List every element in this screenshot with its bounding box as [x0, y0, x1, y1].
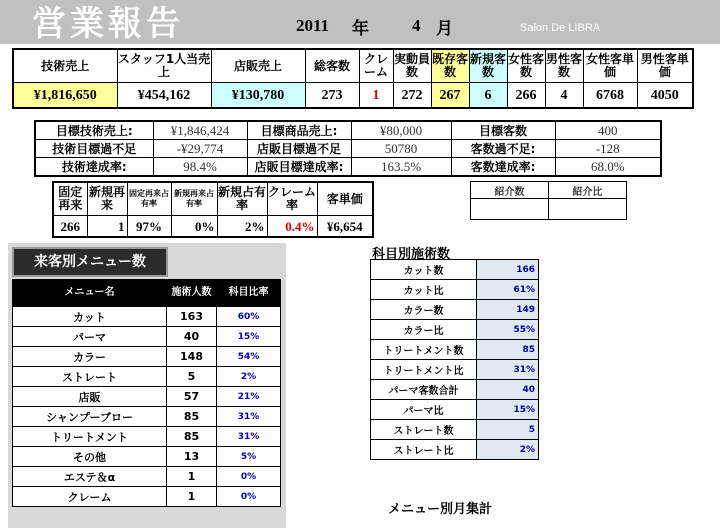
table-row: [13, 487, 281, 507]
menu-table: [12, 279, 281, 507]
kpi-retail-sales: ¥130,780: [211, 83, 305, 109]
table-row: [371, 280, 539, 300]
category-value: 31%: [477, 360, 539, 380]
menu-name: エステ＆α: [13, 467, 167, 487]
target-table: [34, 120, 662, 177]
kpi-header-cell: 店販売上: [211, 49, 305, 83]
table-row: [13, 347, 281, 367]
target-label: 客数達成率:: [451, 158, 555, 177]
salon-name: Salon De LIBRA: [520, 22, 601, 34]
table-row: [371, 440, 539, 460]
target-value: 400: [555, 121, 661, 140]
target-label: 技術目標過不足: [35, 140, 153, 158]
category-label: ストレート比: [371, 440, 477, 460]
menu-pct: 31%: [217, 427, 281, 447]
table-row: [371, 260, 539, 280]
kpi-header-cell: クレーム: [359, 49, 393, 83]
target-value: -¥29,774: [153, 140, 247, 158]
ratio-header-cell: 固定再来: [53, 182, 87, 216]
report-title: 営業報告: [32, 4, 184, 44]
target-value: ¥1,846,424: [153, 121, 247, 140]
kpi-header-cell: 男性客単価: [637, 49, 693, 83]
table-row: [13, 387, 281, 407]
kpi-header-cell: 既存客数: [431, 49, 469, 83]
table-row: [371, 340, 539, 360]
ratio-header-cell: 新規再来占有率: [171, 182, 217, 216]
menu-count: 148: [167, 347, 217, 367]
category-label: トリートメント比: [371, 360, 477, 380]
menu-name: ストレート: [13, 367, 167, 387]
menu-count: 163: [167, 307, 217, 327]
menu-pct: 5%: [217, 447, 281, 467]
menu-count: 1: [167, 467, 217, 487]
menu-pct: 31%: [217, 407, 281, 427]
target-value: ¥80,000: [351, 121, 451, 140]
kpi-female-customers: 266: [507, 83, 545, 109]
table-row: [371, 300, 539, 320]
target-label: 店販目標過不足: [247, 140, 351, 158]
target-label: 目標商品売上:: [247, 121, 351, 140]
kpi-header-cell: 技術売上: [13, 49, 117, 83]
kpi-new-customers: 6: [469, 83, 507, 109]
menu-pct: 21%: [217, 387, 281, 407]
menu-pct: 60%: [217, 307, 281, 327]
menu-count: 5: [167, 367, 217, 387]
kpi-complaints: 1: [359, 83, 393, 109]
target-label: 客数過不足:: [451, 140, 555, 158]
menu-name: カラー: [13, 347, 167, 367]
kpi-header-cell: 新規客数: [469, 49, 507, 83]
category-title: 科目別施術数: [372, 247, 451, 262]
kpi-table: [12, 48, 694, 109]
menu-pct: 0%: [217, 467, 281, 487]
kpi-staff-sales: ¥454,162: [117, 83, 211, 109]
category-label: カラー数: [371, 300, 477, 320]
kpi-active-staff: 272: [393, 83, 431, 109]
category-value: 149: [477, 300, 539, 320]
menu-header-pct: 科目比率: [217, 280, 281, 307]
table-row: [371, 360, 539, 380]
category-label: トリートメント数: [371, 340, 477, 360]
menu-name: 店販: [13, 387, 167, 407]
target-value: 163.5%: [351, 158, 451, 177]
category-value: 85: [477, 340, 539, 360]
table-row: [371, 320, 539, 340]
menu-pct: 15%: [217, 327, 281, 347]
menu-name: クレーム: [13, 487, 167, 507]
kpi-existing-customers: 267: [431, 83, 469, 109]
menu-name: カット: [13, 307, 167, 327]
kpi-male-unit-price: 4050: [637, 83, 693, 109]
referral-ratio: [549, 199, 627, 220]
table-row: [13, 307, 281, 327]
table-row: [13, 327, 281, 347]
target-value: 50780: [351, 140, 451, 158]
kpi-header-cell: 女性客単価: [583, 49, 637, 83]
category-value: 5: [477, 420, 539, 440]
menu-header-name: メニュー名: [13, 280, 167, 307]
category-label: パーマ客数合計: [371, 380, 477, 400]
ratio-complaint-rate: 0.4%: [267, 216, 317, 238]
category-value: 2%: [477, 440, 539, 460]
target-label: 技術達成率:: [35, 158, 153, 177]
ratio-new-return-share: 0%: [171, 216, 217, 238]
menu-count: 85: [167, 407, 217, 427]
table-row: [13, 427, 281, 447]
ratio-header-cell: 固定再来占有率: [127, 182, 171, 216]
footer-label: メニュー別月集計: [388, 502, 493, 517]
target-value: 68.0%: [555, 158, 661, 177]
referral-header-count: 紹介数: [471, 182, 549, 199]
table-row: [13, 407, 281, 427]
category-value: 166: [477, 260, 539, 280]
menu-header-count: 施術人数: [167, 280, 217, 307]
ratio-header-cell: 新規占有率: [217, 182, 267, 216]
target-label: 店販目標達成率:: [247, 158, 351, 177]
menu-count: 13: [167, 447, 217, 467]
table-row: [13, 367, 281, 387]
category-value: 15%: [477, 400, 539, 420]
category-label: カラー比: [371, 320, 477, 340]
menu-pct: 0%: [217, 487, 281, 507]
target-value: 98.4%: [153, 158, 247, 177]
table-row: [13, 467, 281, 487]
ratio-fixed-return: 266: [53, 216, 87, 238]
category-label: ストレート数: [371, 420, 477, 440]
category-value: 40: [477, 380, 539, 400]
kpi-tech-sales: ¥1,816,650: [13, 83, 117, 109]
kpi-header-cell: 男性客数: [545, 49, 583, 83]
table-row: [371, 420, 539, 440]
kpi-header-cell: スタッフ1人当売上: [117, 49, 211, 83]
menu-count: 40: [167, 327, 217, 347]
menu-count: 57: [167, 387, 217, 407]
menu-count: 1: [167, 487, 217, 507]
referral-count: [471, 199, 549, 220]
ratio-new-return: 1: [87, 216, 127, 238]
target-label: 目標技術売上:: [35, 121, 153, 140]
kpi-male-customers: 4: [545, 83, 583, 109]
ratio-new-share: 2%: [217, 216, 267, 238]
kpi-total-customers: 273: [305, 83, 359, 109]
ratio-unit-price: ¥6,654: [317, 216, 373, 238]
ratio-table: [52, 181, 374, 238]
menu-pct: 54%: [217, 347, 281, 367]
table-row: [13, 447, 281, 467]
report-month-unit: 月: [436, 19, 453, 39]
table-row: [371, 380, 539, 400]
category-label: パーマ比: [371, 400, 477, 420]
category-label: カット比: [371, 280, 477, 300]
ratio-fixed-return-share: 97%: [127, 216, 171, 238]
table-row: [371, 400, 539, 420]
kpi-header-cell: 総客数: [305, 49, 359, 83]
category-value: 55%: [477, 320, 539, 340]
menu-name: シャンプーブロー: [13, 407, 167, 427]
referral-header-ratio: 紹介比: [549, 182, 627, 199]
category-label: カット数: [371, 260, 477, 280]
menu-count: 85: [167, 427, 217, 447]
target-value: -128: [555, 140, 661, 158]
kpi-female-unit-price: 6768: [583, 83, 637, 109]
kpi-header-cell: 女性客数: [507, 49, 545, 83]
ratio-header-cell: 客単価: [317, 182, 373, 216]
menu-section-title: 来客別メニュー数: [12, 247, 168, 277]
ratio-header-cell: クレーム率: [267, 182, 317, 216]
target-label: 目標客数: [451, 121, 555, 140]
report-year: 2011: [296, 16, 330, 35]
menu-name: パーマ: [13, 327, 167, 347]
menu-name: その他: [13, 447, 167, 467]
category-value: 61%: [477, 280, 539, 300]
menu-pct: 2%: [217, 367, 281, 387]
ratio-header-cell: 新規再来: [87, 182, 127, 216]
report-month: 4: [412, 16, 421, 35]
category-table: [370, 259, 539, 460]
report-year-unit: 年: [352, 19, 369, 39]
menu-name: トリートメント: [13, 427, 167, 447]
kpi-header-cell: 実動員数: [393, 49, 431, 83]
referral-table: [470, 181, 627, 220]
